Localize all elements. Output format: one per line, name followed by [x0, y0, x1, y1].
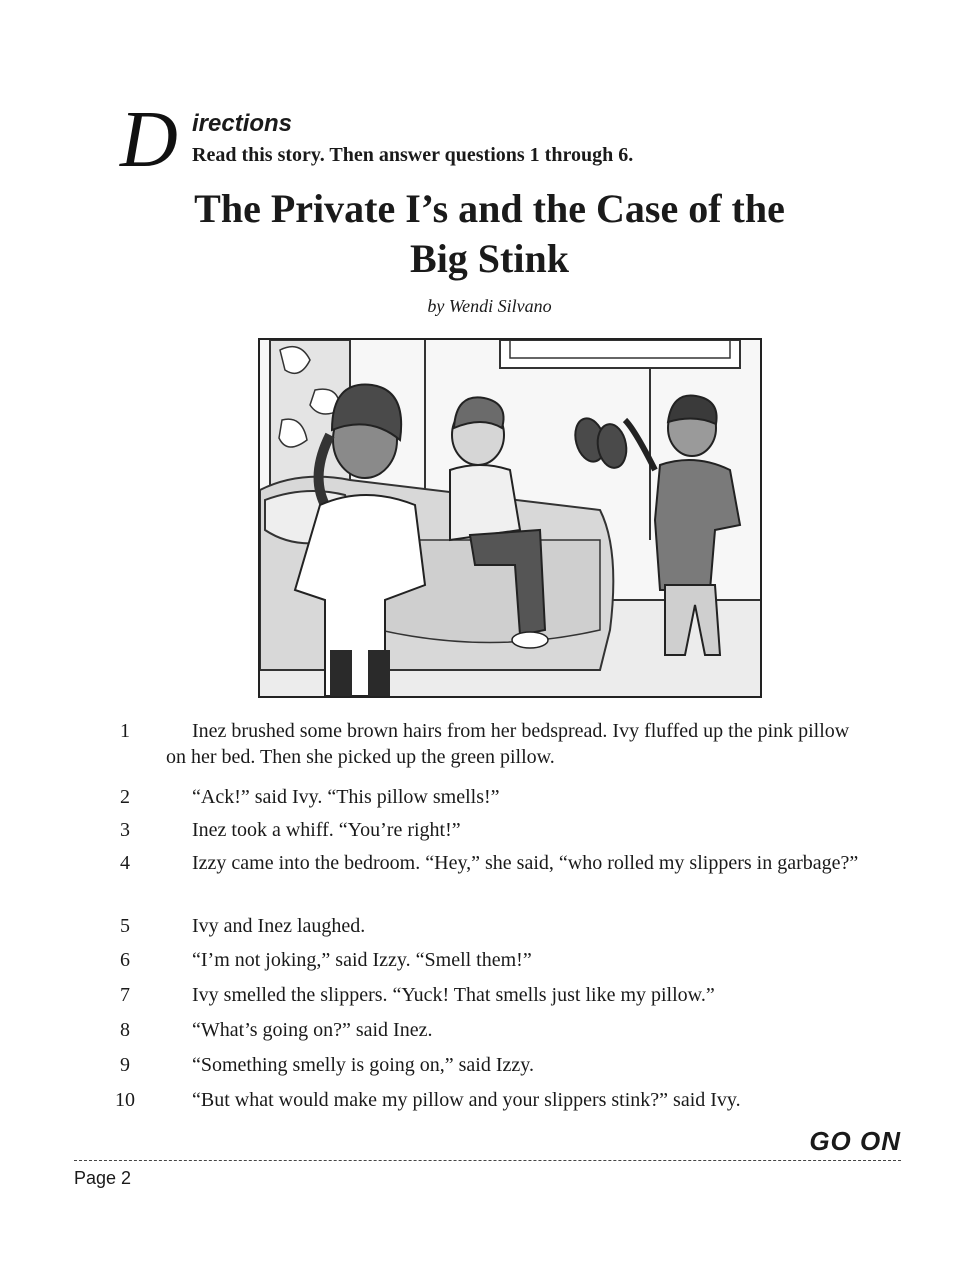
paragraph-text: “Ack!” said Ivy. “This pillow smells!”: [192, 786, 500, 808]
paragraph-number: 9: [120, 1054, 130, 1076]
directions-text: Read this story. Then answer questions 1 through 6.: [192, 144, 634, 166]
go-on-label: GO ON: [809, 1126, 901, 1156]
directions-drop-cap: D: [120, 96, 178, 184]
story-title-line-1: The Private I’s and the Case of the: [194, 186, 785, 231]
illustration-drawing: [260, 340, 760, 696]
paragraph-number: 8: [120, 1019, 130, 1041]
paragraph-text: “But what would make my pillow and your slippers stink?” said Ivy.: [192, 1089, 741, 1111]
paragraph-number: 2: [120, 786, 130, 808]
story-illustration: [258, 338, 762, 698]
story-title: [0, 184, 979, 284]
footer-divider: [74, 1160, 901, 1161]
paragraph-text: Izzy came into the bedroom. “Hey,” she said, “who rolled my slippers in garbage?”: [192, 852, 859, 874]
paragraph-number: 1: [120, 720, 130, 742]
paragraph-number: 7: [120, 984, 130, 1006]
paragraph-number: 6: [120, 949, 130, 971]
paragraph-text: Ivy smelled the slippers. “Yuck! That smells just like my pillow.”: [192, 984, 715, 1006]
paragraph-number: 4: [120, 852, 130, 874]
paragraph-number: 10: [115, 1089, 135, 1111]
paragraph-number: 5: [120, 915, 130, 937]
paragraph-text: Inez brushed some brown hairs from her bedspread. Ivy fluffed up the pink pillow on her bed. Then she picked up the green pillow.: [166, 720, 850, 768]
story-byline: by Wendi Silvano: [427, 296, 552, 316]
directions-heading: irections: [192, 110, 293, 137]
paragraph-text: “Something smelly is going on,” said Izzy.: [192, 1054, 534, 1076]
paragraph-number: 3: [120, 819, 130, 841]
paragraph-text: “I’m not joking,” said Izzy. “Smell them!”: [192, 949, 532, 971]
paragraph-text: Inez took a whiff. “You’re right!”: [192, 819, 461, 841]
paragraph-text: “What’s going on?” said Inez.: [192, 1019, 433, 1041]
story-title-line-2: Big Stink: [410, 236, 569, 281]
page-number: Page 2: [74, 1168, 132, 1188]
paragraph-text: Ivy and Inez laughed.: [192, 915, 366, 937]
